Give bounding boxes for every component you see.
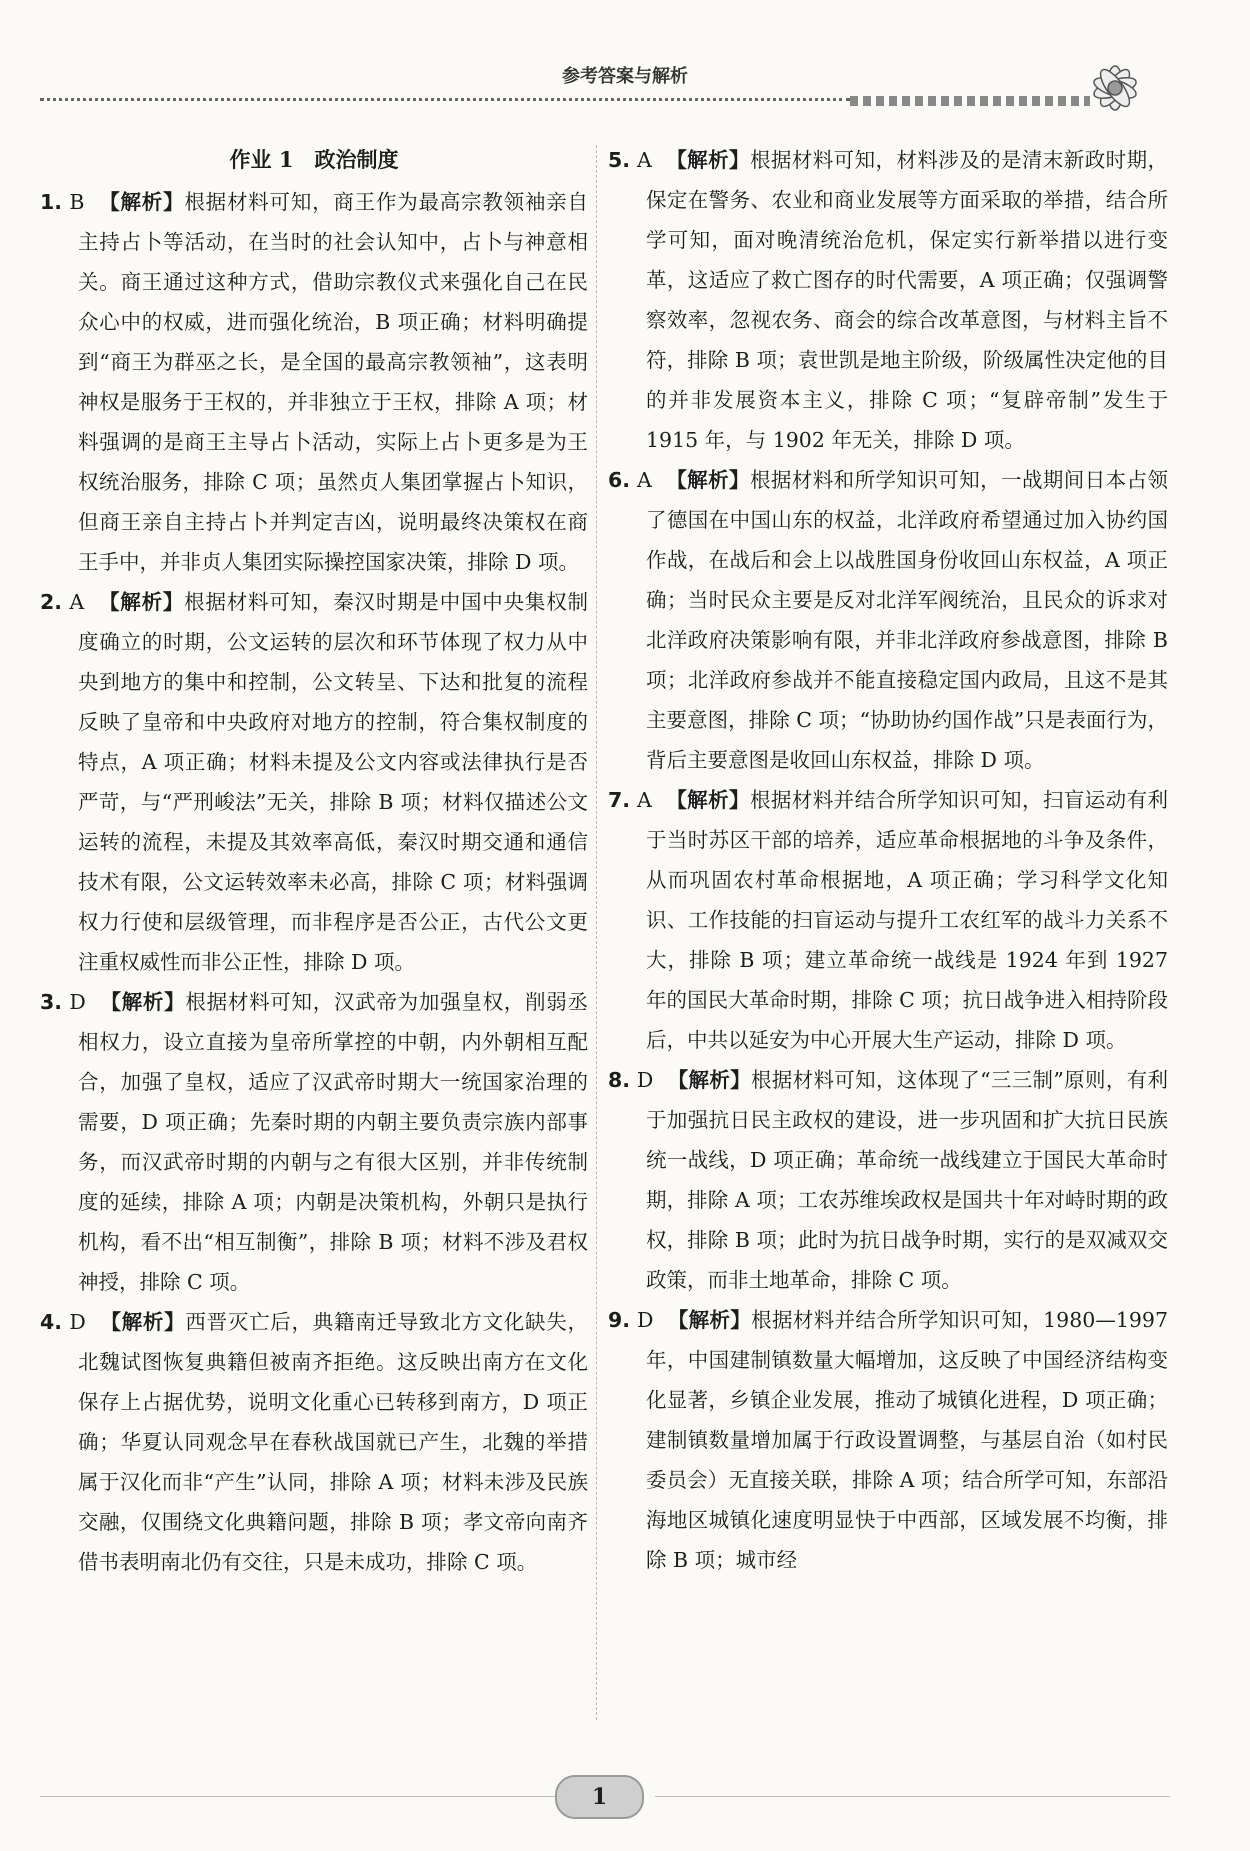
question-number: 6. (608, 468, 631, 492)
answer-letter: D (69, 990, 86, 1014)
answer-item (40, 182, 588, 582)
analysis-text: 根据材料可知，汉武帝为加强皇权，削弱丞相权力，设立直接为皇帝所掌控的中朝，内外朝相互配合，加强了皇权，适应了汉武帝时期大一统国家治理的需要，D 项正确；先秦时期的内朝主要负责宗族内部事务，而汉武帝时期的内朝与之有很大区别，并非传统制度的延续，排除 A 项；内朝是决策机构，外朝只是执行机构，看不出“相互制衡”，排除 B 项；材料不涉及君权神授，排除 C 项。 (78, 990, 588, 1294)
footer-line-left (40, 1796, 555, 1797)
analysis-text: 根据材料可知，材料涉及的是清末新政时期，保定在警务、农业和商业发展等方面采取的举措，结合所学可知，面对晚清统治危机，保定实行新举措以进行变革，这适应了救亡图存的时代需要，A 项正确；仅强调警察效率，忽视农务、商会的综合改革意图，与材料主旨不符，排除 B 项；袁世凯是地主阶级，阶级属性决定他的目的并非发展资本主义，排除 C 项；“复辟帝制”发生于 1915 年，与 1902 年无关，排除 D 项。 (646, 148, 1169, 452)
left-answer-list (40, 182, 588, 1582)
analysis-tag: 【解析】 (665, 148, 750, 172)
answer-letter: B (69, 190, 85, 214)
right-answer-list (608, 140, 1168, 1580)
analysis-text: 根据材料可知，商王作为最高宗教领袖亲自主持占卜等活动，在当时的社会认知中，占卜与神意相关。商王通过这种方式，借助宗教仪式来强化自己在民众心中的权威，进而强化统治，B 项正确；材料明确提到“商王为群巫之长，是全国的最高宗教领袖”，这表明神权是服务于王权的，并非独立于王权，排除 A 项；材料强调的是商王主导占卜活动，实际上占卜更多是为王权统治服务，排除 C 项；虽然贞人集团掌握占卜知识，但商王亲自主持占卜并判定吉凶，说明最终决策权在商王手中，并非贞人集团实际操控国家决策，排除 D 项。 (78, 190, 589, 574)
section-title: 作业 1 政治制度 (229, 147, 399, 172)
answer-item (608, 140, 1168, 460)
analysis-text: 根据材料可知，秦汉时期是中国中央集权制度确立的时期，公文运转的层次和环节体现了权力从中央到地方的集中和控制，公文转呈、下达和批复的流程反映了皇帝和中央政府对地方的控制，符合集权制度的特点，A 项正确；材料未提及公文内容或法律执行是否严苛，与“严刑峻法”无关，排除 B 项；材料仅描述公文运转的流程，未提及其效率高低，秦汉时期交通和通信技术有限，公文运转效率未必高，排除 C 项；材料强调权力行使和层级管理，而非程序是否公正，古代公文更注重权威性而非公正性，排除 D 项。 (78, 590, 588, 974)
analysis-tag: 【解析】 (99, 1310, 186, 1334)
answer-letter: A (637, 148, 652, 172)
question-number: 4. (40, 1310, 63, 1334)
answer-letter: A (69, 590, 85, 614)
question-number: 1. (40, 190, 63, 214)
answer-letter: D (636, 1308, 654, 1332)
answer-letter: D (636, 1068, 654, 1092)
answer-letter: A (637, 788, 652, 812)
page-number: 1 (555, 1775, 644, 1819)
header-title: 参考答案与解析 (562, 66, 688, 87)
analysis-tag: 【解析】 (98, 590, 185, 614)
question-number: 5. (608, 148, 631, 172)
question-number: 7. (608, 788, 631, 812)
answer-item (40, 982, 588, 1302)
question-number: 2. (40, 590, 63, 614)
analysis-tag: 【解析】 (665, 788, 750, 812)
column-divider (596, 145, 597, 1720)
answer-item (608, 1300, 1168, 1580)
question-number: 3. (40, 990, 63, 1014)
flower-icon (1060, 48, 1170, 128)
analysis-text: 根据材料和所学知识可知，一战期间日本占领了德国在中国山东的权益，北洋政府希望通过加入协约国作战，在战后和会上以战胜国身份收回山东权益，A 项正确；当时民众主要是反对北洋军阀统治，且民众的诉求对北洋政府决策影响有限，并非北洋政府参战意图，排除 B 项；北洋政府参战并不能直接稳定国内政局，且这不是其主要意图，排除 C 项；“协助协约国作战”只是表面行为，背后主要意图是收回山东权益，排除 D 项。 (646, 468, 1169, 772)
analysis-tag: 【解析】 (665, 468, 750, 492)
answer-item (608, 460, 1168, 780)
analysis-tag: 【解析】 (98, 190, 185, 214)
question-number: 9. (608, 1308, 631, 1332)
analysis-tag: 【解析】 (667, 1308, 752, 1332)
answer-item (40, 1302, 588, 1582)
footer-line-right (655, 1796, 1170, 1797)
answer-item (608, 780, 1168, 1060)
answer-item (40, 582, 588, 982)
answer-letter: D (69, 1310, 86, 1334)
answer-item (608, 1060, 1168, 1300)
analysis-text: 西晋灭亡后，典籍南迁导致北方文化缺失，北魏试图恢复典籍但被南齐拒绝。这反映出南方在文化保存上占据优势，说明文化重心已转移到南方，D 项正确；华夏认同观念早在春秋战国就已产生，北魏的举措属于汉化而非“产生”认同，排除 A 项；材料未涉及民族交融，仅围绕文化典籍问题，排除 B 项；孝文帝向南齐借书表明南北仍有交往，只是未成功，排除 C 项。 (78, 1310, 588, 1574)
analysis-text: 根据材料并结合所学知识可知，扫盲运动有利于当时苏区干部的培养，适应革命根据地的斗争及条件，从而巩固农村革命根据地，A 项正确；学习科学文化知识、工作技能的扫盲运动与提升工农红军的战斗力关系不大，排除 B 项；建立革命统一战线是 1924 年到 1927 年的国民大革命时期，排除 C 项；抗日战争进入相持阶段后，中共以延安为中心开展大生产运动，排除 D 项。 (646, 788, 1169, 1052)
header-divider (40, 98, 850, 101)
left-column (40, 140, 588, 1582)
analysis-tag: 【解析】 (667, 1068, 751, 1092)
analysis-text: 根据材料可知，这体现了“三三制”原则，有利于加强抗日民主政权的建设，进一步巩固和扩大抗日民族统一战线，D 项正确；革命统一战线建立于国民大革命时期，排除 A 项；工农苏维埃政权是国共十年对峙时期的政权，排除 B 项；此时为抗日战争时期，实行的是双减双交政策，而非土地革命，排除 C 项。 (646, 1068, 1168, 1292)
header-decoration-bar (850, 96, 1090, 106)
question-number: 8. (608, 1068, 631, 1092)
analysis-tag: 【解析】 (99, 990, 186, 1014)
analysis-text: 根据材料并结合所学知识可知，1980—1997 年，中国建制镇数量大幅增加，这反映了中国经济结构变化显著，乡镇企业发展，推动了城镇化进程，D 项正确；建制镇数量增加属于行政设置调整，与基层自治（如村民委员会）无直接关联，排除 A 项；结合所学可知，东部沿海地区城镇化速度明显快于中西部，区域发展不均衡，排除 B 项；城市经 (646, 1308, 1168, 1572)
right-column (608, 140, 1168, 1580)
answer-letter: A (637, 468, 652, 492)
